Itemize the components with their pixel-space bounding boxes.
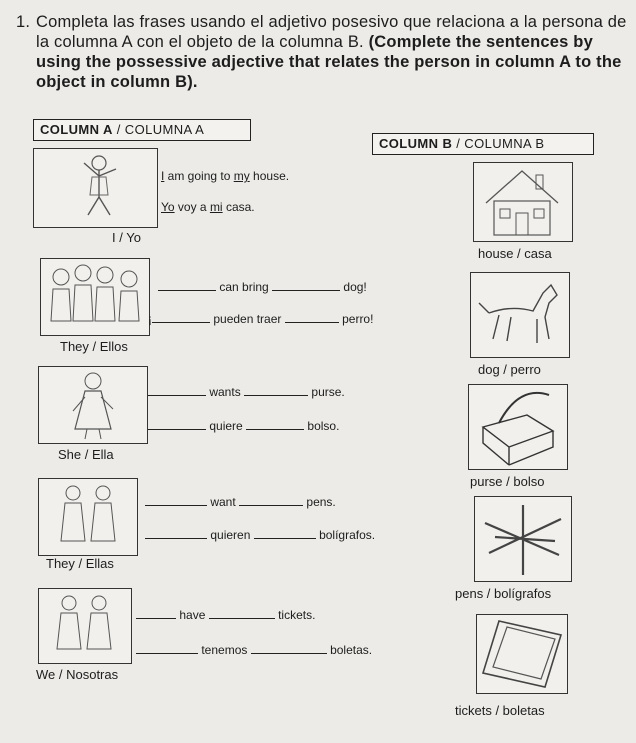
exercise-number: 1. xyxy=(16,13,31,31)
sentence-en: can bring dog! xyxy=(158,280,367,294)
column-a-header: COLUMN A / COLUMNA A xyxy=(33,119,251,141)
person-picture-they-m xyxy=(40,258,150,336)
object-picture-dog xyxy=(470,272,570,358)
answer-blank[interactable] xyxy=(246,419,304,430)
sentence-es: ¡ pueden traer perro! xyxy=(148,312,374,326)
instructions-spanish: Completa las frases usando el adjetivo posesivo que relaciona a la persona de la columna A con el objeto de la columna B. xyxy=(36,13,627,51)
answer-blank[interactable] xyxy=(148,419,206,430)
two-women-illustration xyxy=(39,479,137,555)
answer-blank[interactable] xyxy=(244,385,308,396)
object-label: purse / bolso xyxy=(470,474,545,489)
object-picture-pens xyxy=(474,496,572,582)
object-label: house / casa xyxy=(478,246,552,261)
person-picture-i xyxy=(33,148,158,228)
object-label: tickets / boletas xyxy=(455,703,545,718)
answer-blank[interactable] xyxy=(158,280,216,291)
person-label: They / Ellos xyxy=(60,339,128,354)
sentence-en: want pens. xyxy=(145,495,336,509)
sentence-es: tenemos boletas. xyxy=(136,643,372,657)
group-of-people-illustration xyxy=(41,259,149,335)
answer-blank[interactable] xyxy=(251,643,327,654)
person-picture-we xyxy=(38,588,132,664)
answer-blank[interactable] xyxy=(145,495,207,506)
answer-blank[interactable] xyxy=(145,528,207,539)
tickets-illustration xyxy=(477,615,567,693)
two-women-illustration xyxy=(39,589,131,663)
answer-blank[interactable] xyxy=(209,608,275,619)
object-picture-purse xyxy=(468,384,568,470)
answer-blank[interactable] xyxy=(152,312,210,323)
person-picture-they-f xyxy=(38,478,138,556)
woman-illustration xyxy=(39,367,147,443)
answer-blank[interactable] xyxy=(254,528,316,539)
sentence-en: have tickets. xyxy=(136,608,315,622)
person-label: They / Ellas xyxy=(46,556,114,571)
sentence-en: wants purse. xyxy=(148,385,345,399)
purse-illustration xyxy=(469,385,567,469)
answer-blank[interactable] xyxy=(136,608,176,619)
answer-blank[interactable] xyxy=(136,643,198,654)
sentence-en: I am going to my house. xyxy=(161,169,290,183)
column-b-header: COLUMN B / COLUMNA B xyxy=(372,133,594,155)
person-label: We / Nosotras xyxy=(36,667,119,682)
answer-blank[interactable] xyxy=(239,495,303,506)
object-picture-tickets xyxy=(476,614,568,694)
object-label: dog / perro xyxy=(478,362,541,377)
pens-illustration xyxy=(475,497,571,581)
dog-illustration xyxy=(471,273,569,357)
person-label: She / Ella xyxy=(58,447,114,462)
object-label: pens / bolígrafos xyxy=(455,586,552,601)
waving-person-illustration xyxy=(34,149,157,227)
instructions xyxy=(18,12,630,92)
house-illustration xyxy=(474,163,572,241)
sentence-es: quiere bolso. xyxy=(148,419,339,433)
person-label: I / Yo xyxy=(112,230,141,245)
sentence-es: Yo voy a mi casa. xyxy=(161,200,255,214)
answer-blank[interactable] xyxy=(285,312,339,323)
answer-blank[interactable] xyxy=(148,385,206,396)
person-picture-she xyxy=(38,366,148,444)
answer-blank[interactable] xyxy=(272,280,340,291)
instructions-english: (Complete the sentences by using the possessive adjective that relates the person in column A to the object in column B). xyxy=(36,33,622,91)
sentence-es: quieren bolígrafos. xyxy=(145,528,375,542)
object-picture-house xyxy=(473,162,573,242)
